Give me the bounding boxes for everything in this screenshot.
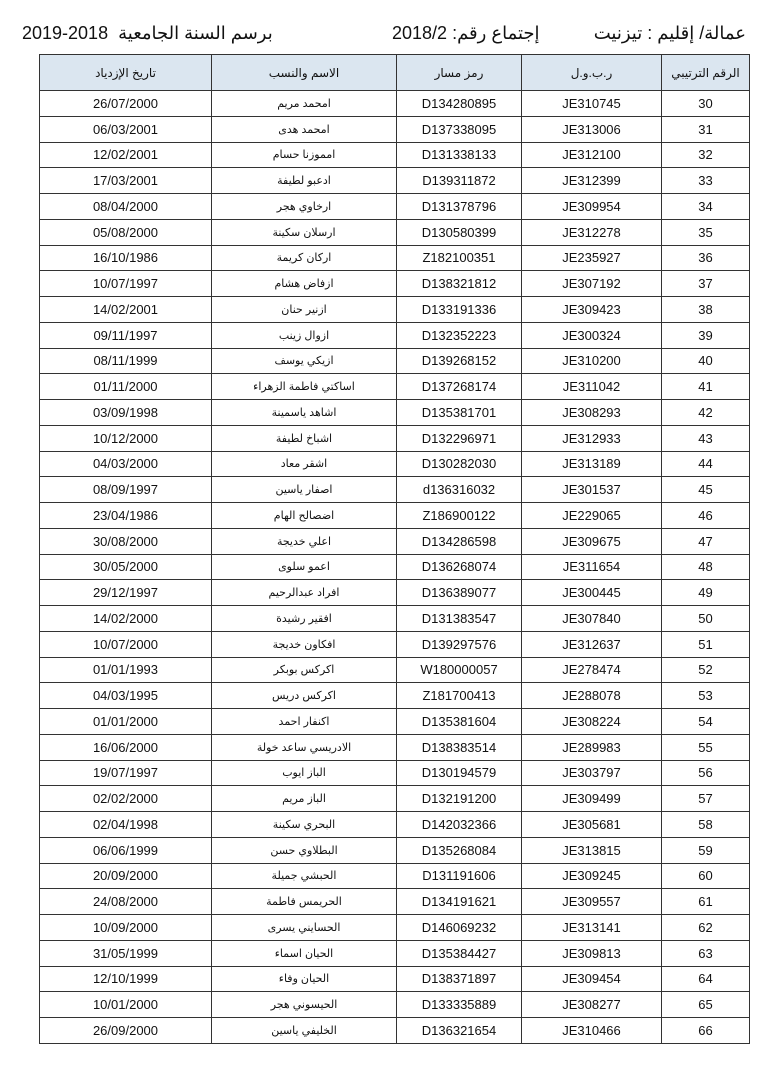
table-row [40, 657, 750, 683]
cell-name: اعمو سلوى [212, 554, 397, 580]
col-header-name: الاسم والنسب [212, 55, 397, 91]
table-row [40, 760, 750, 786]
cell-cin: JE312637 [522, 631, 662, 657]
cell-cin: JE312278 [522, 219, 662, 245]
cell-dob: 30/05/2000 [40, 554, 212, 580]
cell-cin: JE311654 [522, 554, 662, 580]
cell-dob: 26/07/2000 [40, 91, 212, 117]
cell-dob: 10/01/2000 [40, 992, 212, 1018]
table-row [40, 837, 750, 863]
cell-massar: D132191200 [397, 786, 522, 812]
cell-rank: 63 [662, 940, 750, 966]
cell-massar: D131378796 [397, 194, 522, 220]
cell-massar: D134286598 [397, 528, 522, 554]
cell-rank: 65 [662, 992, 750, 1018]
cell-rank: 43 [662, 425, 750, 451]
cell-name: افراد عبدالرحيم [212, 580, 397, 606]
table-row [40, 709, 750, 735]
cell-dob: 01/01/2000 [40, 709, 212, 735]
cell-cin: JE313141 [522, 915, 662, 941]
cell-rank: 53 [662, 683, 750, 709]
table-row [40, 992, 750, 1018]
cell-massar: D135384427 [397, 940, 522, 966]
cell-dob: 01/01/1993 [40, 657, 212, 683]
cell-dob: 19/07/1997 [40, 760, 212, 786]
cell-name: ازيكي يوسف [212, 348, 397, 374]
cell-name: اشقر معاد [212, 451, 397, 477]
cell-cin: JE313189 [522, 451, 662, 477]
cell-name: اشباخ لطيفة [212, 425, 397, 451]
cell-rank: 44 [662, 451, 750, 477]
cell-name: اساكتي فاطمة الزهراء [212, 374, 397, 400]
cell-cin: JE308277 [522, 992, 662, 1018]
table-row [40, 194, 750, 220]
cell-massar: D136321654 [397, 1018, 522, 1044]
table-row [40, 966, 750, 992]
cell-rank: 61 [662, 889, 750, 915]
cell-dob: 08/09/1997 [40, 477, 212, 503]
cell-rank: 35 [662, 219, 750, 245]
table-row [40, 915, 750, 941]
cell-name: ادعبو لطيفة [212, 168, 397, 194]
cell-cin: JE278474 [522, 657, 662, 683]
cell-name: اركان كريمة [212, 245, 397, 271]
table-row [40, 322, 750, 348]
academic-year-label: برسم السنة الجامعية [118, 23, 273, 43]
cell-dob: 17/03/2001 [40, 168, 212, 194]
cell-rank: 41 [662, 374, 750, 400]
cell-rank: 30 [662, 91, 750, 117]
cell-rank: 33 [662, 168, 750, 194]
cell-dob: 24/08/2000 [40, 889, 212, 915]
cell-dob: 30/08/2000 [40, 528, 212, 554]
table-row [40, 812, 750, 838]
cell-dob: 03/09/1998 [40, 400, 212, 426]
cell-name: ازفاض هشام [212, 271, 397, 297]
cell-rank: 62 [662, 915, 750, 941]
page-header [22, 18, 746, 48]
cell-dob: 10/07/2000 [40, 631, 212, 657]
cell-cin: JE309245 [522, 863, 662, 889]
col-header-massar: رمز مسار [397, 55, 522, 91]
cell-name: اضصالح الهام [212, 503, 397, 529]
cell-rank: 47 [662, 528, 750, 554]
table-row [40, 528, 750, 554]
cell-name: اكركس بوبكر [212, 657, 397, 683]
cell-name: الحيسوني هجر [212, 992, 397, 1018]
cell-massar: Z181700413 [397, 683, 522, 709]
table-row [40, 271, 750, 297]
cell-massar: D131191606 [397, 863, 522, 889]
cell-cin: JE310466 [522, 1018, 662, 1044]
cell-name: اعلي خديجة [212, 528, 397, 554]
cell-dob: 06/06/1999 [40, 837, 212, 863]
cell-cin: JE289983 [522, 734, 662, 760]
cell-rank: 56 [662, 760, 750, 786]
region-label: عمالة/ إقليم : تيزنيت [593, 23, 746, 43]
table-row [40, 940, 750, 966]
cell-cin: JE311042 [522, 374, 662, 400]
cell-cin: JE309423 [522, 297, 662, 323]
cell-name: ازنير حنان [212, 297, 397, 323]
cell-rank: 46 [662, 503, 750, 529]
cell-dob: 04/03/2000 [40, 451, 212, 477]
cell-cin: JE305681 [522, 812, 662, 838]
cell-dob: 12/02/2001 [40, 142, 212, 168]
students-table [39, 54, 750, 1044]
table-row [40, 863, 750, 889]
cell-rank: 49 [662, 580, 750, 606]
cell-massar: D133335889 [397, 992, 522, 1018]
table-row [40, 400, 750, 426]
cell-cin: JE310200 [522, 348, 662, 374]
cell-dob: 20/09/2000 [40, 863, 212, 889]
cell-dob: 08/11/1999 [40, 348, 212, 374]
table-row [40, 451, 750, 477]
col-header-dob: تاريخ الإزدياد [40, 55, 212, 91]
table-row [40, 91, 750, 117]
cell-massar: D135381701 [397, 400, 522, 426]
cell-name: الحسايني يسرى [212, 915, 397, 941]
cell-dob: 05/08/2000 [40, 219, 212, 245]
table-row [40, 786, 750, 812]
cell-cin: JE309813 [522, 940, 662, 966]
cell-massar: D146069232 [397, 915, 522, 941]
cell-rank: 40 [662, 348, 750, 374]
cell-massar: D137268174 [397, 374, 522, 400]
cell-name: الباز ايوب [212, 760, 397, 786]
cell-dob: 10/12/2000 [40, 425, 212, 451]
table-header-row [40, 55, 750, 91]
cell-massar: D133191336 [397, 297, 522, 323]
cell-massar: D139311872 [397, 168, 522, 194]
cell-cin: JE309454 [522, 966, 662, 992]
table-row [40, 116, 750, 142]
cell-cin: JE307840 [522, 606, 662, 632]
cell-rank: 31 [662, 116, 750, 142]
cell-massar: D135381604 [397, 709, 522, 735]
cell-dob: 14/02/2000 [40, 606, 212, 632]
cell-massar: D130580399 [397, 219, 522, 245]
cell-dob: 01/11/2000 [40, 374, 212, 400]
table-row [40, 606, 750, 632]
cell-dob: 23/04/1986 [40, 503, 212, 529]
cell-massar: D131383547 [397, 606, 522, 632]
cell-massar: D138371897 [397, 966, 522, 992]
cell-cin: JE308224 [522, 709, 662, 735]
cell-dob: 04/03/1995 [40, 683, 212, 709]
cell-cin: JE301537 [522, 477, 662, 503]
cell-massar: D138321812 [397, 271, 522, 297]
cell-massar: D130194579 [397, 760, 522, 786]
col-header-rank: الرقم الترتيبي [662, 55, 750, 91]
cell-dob: 10/07/1997 [40, 271, 212, 297]
table-row [40, 219, 750, 245]
cell-name: افقير رشيدة [212, 606, 397, 632]
table-row [40, 503, 750, 529]
cell-name: اكركس دريس [212, 683, 397, 709]
cell-dob: 31/05/1999 [40, 940, 212, 966]
table-body [40, 91, 750, 1044]
cell-rank: 37 [662, 271, 750, 297]
cell-name: افكاون خديجة [212, 631, 397, 657]
cell-cin: JE312100 [522, 142, 662, 168]
cell-dob: 08/04/2000 [40, 194, 212, 220]
cell-cin: JE312933 [522, 425, 662, 451]
table-row [40, 477, 750, 503]
cell-name: ارسلان سكينة [212, 219, 397, 245]
cell-massar: D134280895 [397, 91, 522, 117]
cell-dob: 10/09/2000 [40, 915, 212, 941]
table-row [40, 348, 750, 374]
cell-cin: JE300445 [522, 580, 662, 606]
table-row [40, 889, 750, 915]
cell-rank: 38 [662, 297, 750, 323]
cell-rank: 45 [662, 477, 750, 503]
cell-name: اصفار ياسين [212, 477, 397, 503]
cell-rank: 57 [662, 786, 750, 812]
cell-massar: D134191621 [397, 889, 522, 915]
table-row [40, 631, 750, 657]
table-row [40, 374, 750, 400]
cell-name: البطلاوي حسن [212, 837, 397, 863]
cell-massar: D137338095 [397, 116, 522, 142]
cell-cin: JE313815 [522, 837, 662, 863]
cell-dob: 12/10/1999 [40, 966, 212, 992]
cell-rank: 54 [662, 709, 750, 735]
cell-name: الحيان اسماء [212, 940, 397, 966]
table-row [40, 683, 750, 709]
cell-rank: 64 [662, 966, 750, 992]
meeting-number: إجتماع رقم: 2018/2 [392, 23, 540, 43]
cell-rank: 34 [662, 194, 750, 220]
cell-dob: 02/02/2000 [40, 786, 212, 812]
cell-rank: 51 [662, 631, 750, 657]
cell-massar: D132352223 [397, 322, 522, 348]
cell-name: البحري سكينة [212, 812, 397, 838]
cell-massar: D142032366 [397, 812, 522, 838]
academic-year-value: 2019-2018 [22, 23, 109, 43]
cell-massar: D139297576 [397, 631, 522, 657]
cell-cin: JE309675 [522, 528, 662, 554]
cell-name: اكنفار احمد [212, 709, 397, 735]
cell-cin: JE313006 [522, 116, 662, 142]
cell-dob: 06/03/2001 [40, 116, 212, 142]
cell-name: الحبشي جميلة [212, 863, 397, 889]
cell-dob: 02/04/1998 [40, 812, 212, 838]
cell-massar: d136316032 [397, 477, 522, 503]
cell-name: ارخاوي هجر [212, 194, 397, 220]
cell-rank: 59 [662, 837, 750, 863]
table-row [40, 297, 750, 323]
cell-rank: 60 [662, 863, 750, 889]
table-row [40, 142, 750, 168]
cell-dob: 16/06/2000 [40, 734, 212, 760]
cell-massar: D131338133 [397, 142, 522, 168]
cell-name: اشاهد ياسمينة [212, 400, 397, 426]
table-row [40, 554, 750, 580]
cell-cin: JE235927 [522, 245, 662, 271]
cell-name: الخليفي ياسين [212, 1018, 397, 1044]
table-row [40, 734, 750, 760]
table-row [40, 168, 750, 194]
cell-massar: D135268084 [397, 837, 522, 863]
cell-cin: JE309954 [522, 194, 662, 220]
cell-massar: W180000057 [397, 657, 522, 683]
cell-name: الحريمس فاطمة [212, 889, 397, 915]
cell-rank: 66 [662, 1018, 750, 1044]
cell-cin: JE229065 [522, 503, 662, 529]
table-row [40, 425, 750, 451]
cell-cin: JE308293 [522, 400, 662, 426]
cell-dob: 14/02/2001 [40, 297, 212, 323]
cell-name: الباز مريم [212, 786, 397, 812]
cell-cin: JE312399 [522, 168, 662, 194]
table-row [40, 245, 750, 271]
cell-massar: D132296971 [397, 425, 522, 451]
cell-cin: JE309557 [522, 889, 662, 915]
cell-dob: 16/10/1986 [40, 245, 212, 271]
academic-year [22, 18, 273, 48]
cell-massar: D136389077 [397, 580, 522, 606]
cell-rank: 58 [662, 812, 750, 838]
cell-massar: D138383514 [397, 734, 522, 760]
cell-cin: JE288078 [522, 683, 662, 709]
cell-massar: Z186900122 [397, 503, 522, 529]
cell-rank: 50 [662, 606, 750, 632]
cell-cin: JE310745 [522, 91, 662, 117]
cell-rank: 32 [662, 142, 750, 168]
table-row [40, 580, 750, 606]
cell-massar: D139268152 [397, 348, 522, 374]
cell-name: امحمد هدى [212, 116, 397, 142]
cell-dob: 29/12/1997 [40, 580, 212, 606]
cell-cin: JE307192 [522, 271, 662, 297]
cell-massar: Z182100351 [397, 245, 522, 271]
cell-rank: 39 [662, 322, 750, 348]
cell-dob: 09/11/1997 [40, 322, 212, 348]
cell-massar: D130282030 [397, 451, 522, 477]
table-row [40, 1018, 750, 1044]
cell-name: ازوال زينب [212, 322, 397, 348]
cell-name: الادريسي ساعد خولة [212, 734, 397, 760]
cell-cin: JE303797 [522, 760, 662, 786]
cell-massar: D136268074 [397, 554, 522, 580]
cell-rank: 52 [662, 657, 750, 683]
cell-rank: 48 [662, 554, 750, 580]
col-header-cin: ر.ب.و.ل [522, 55, 662, 91]
cell-rank: 36 [662, 245, 750, 271]
cell-name: امحمد مريم [212, 91, 397, 117]
cell-name: امموزنا حسام [212, 142, 397, 168]
cell-rank: 55 [662, 734, 750, 760]
cell-name: الحيان وفاء [212, 966, 397, 992]
cell-dob: 26/09/2000 [40, 1018, 212, 1044]
cell-cin: JE300324 [522, 322, 662, 348]
cell-rank: 42 [662, 400, 750, 426]
cell-cin: JE309499 [522, 786, 662, 812]
